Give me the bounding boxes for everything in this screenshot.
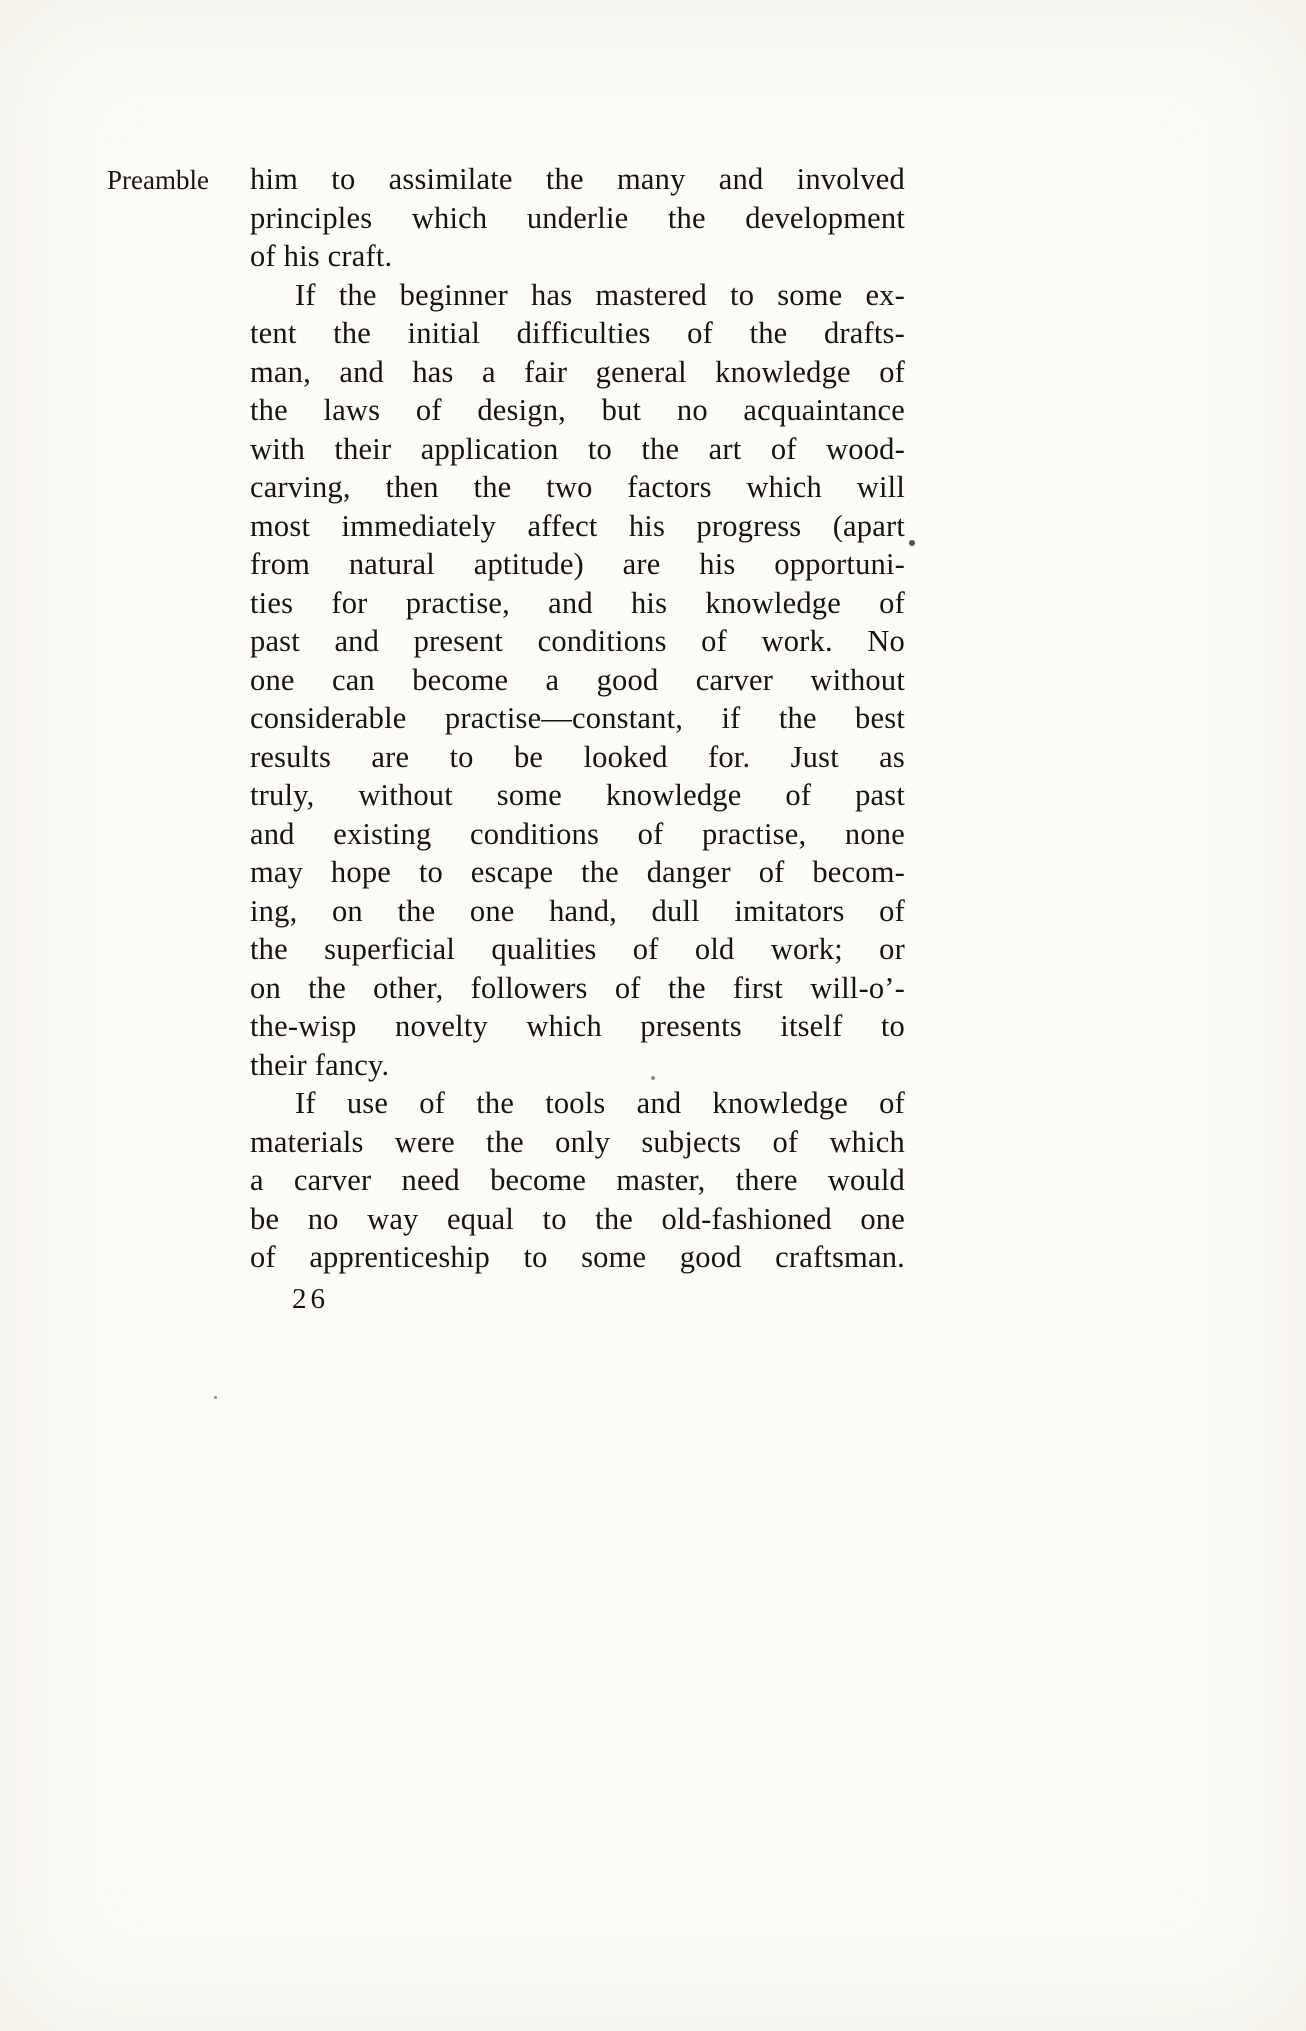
text-line: most immediately affect his progress (apart [250, 508, 905, 543]
text-line: results are to be looked for. Just as [250, 739, 905, 774]
text-line: may hope to escape the danger of becom- [250, 855, 905, 889]
scan-speck [214, 1396, 217, 1399]
text-line: be no way equal to the old-fashioned one [250, 1201, 905, 1236]
scan-speck [909, 540, 915, 546]
text-line: man, and has a fair general knowledge of [250, 354, 905, 389]
text-line: the-wisp novelty which presents itself to [250, 1009, 905, 1043]
text-line: one can become a good carver without [250, 662, 905, 697]
text-line: of apprenticeship to some good craftsman. [250, 1240, 905, 1274]
text-line: ties for practise, and his knowledge of [250, 585, 905, 620]
text-line: materials were the only subjects of which [250, 1124, 905, 1159]
text-line: the superficial qualities of old work; or [250, 932, 905, 966]
text-line: ing, on the one hand, dull imitators of [250, 893, 905, 928]
text-line: considerable practise—constant, if the best [250, 701, 905, 735]
text-line: from natural aptitude) are his opportuni- [250, 547, 905, 581]
text-line: him to assimilate the many and involved [250, 162, 905, 196]
text-line: If use of the tools and knowledge of [295, 1086, 905, 1120]
text-line: on the other, followers of the first will-o’- [250, 970, 905, 1005]
text-line: and existing conditions of practise, none [250, 816, 905, 851]
page-text [250, 160, 905, 1277]
text-line: a carver need become master, there would [250, 1163, 905, 1197]
paragraph [250, 1084, 905, 1277]
page-number: 26 [292, 1283, 329, 1315]
text-line: tent the initial difficulties of the drafts- [250, 316, 905, 350]
text-line: carving, then the two factors which will [250, 470, 905, 504]
paragraph [250, 276, 905, 1085]
text-line: with their application to the art of wood- [250, 431, 905, 466]
text-line: of his craft. [250, 239, 393, 273]
paragraph [250, 160, 905, 276]
text-line: the laws of design, but no acquaintance [250, 393, 905, 427]
text-line: their fancy. [250, 1047, 390, 1082]
text-line: principles which underlie the development [250, 200, 905, 235]
text-line: If the beginner has mastered to some ex- [295, 277, 905, 312]
text-line: truly, without some knowledge of past [250, 778, 905, 812]
margin-note: Preamble [107, 165, 209, 195]
scan-speck [651, 1076, 655, 1080]
text-line: past and present conditions of work. No [250, 624, 905, 658]
